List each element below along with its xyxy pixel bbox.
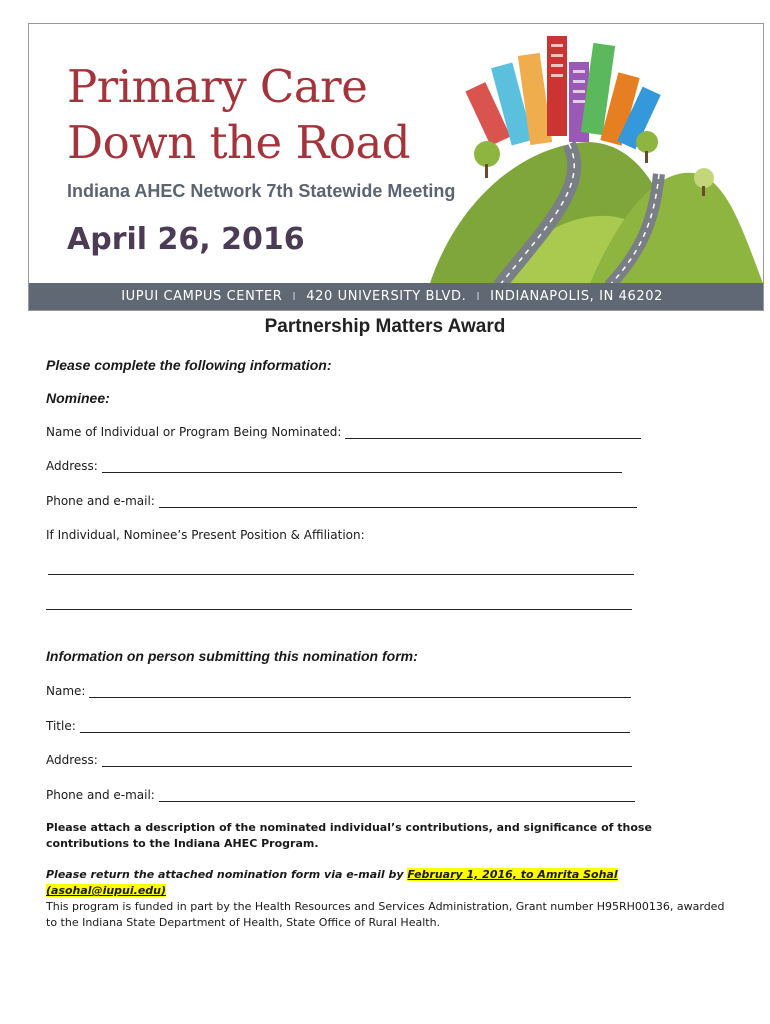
field-label: Phone and e-mail: xyxy=(46,788,155,802)
nominee-contact-field xyxy=(46,493,637,508)
field-label: Name of Individual or Program Being Nominated: xyxy=(46,425,342,439)
nominee-contact-line[interactable] xyxy=(159,493,637,508)
event-banner xyxy=(28,23,764,311)
banner-subtitle: Indiana AHEC Network 7th Statewide Meeting xyxy=(67,181,456,201)
submitter-heading: Information on person submitting this nomination form: xyxy=(46,648,418,664)
city-text: INDIANAPOLIS, IN 46202 xyxy=(490,289,663,304)
nominee-position-field xyxy=(46,528,365,542)
funding-note: This program is funded in part by the Health Resources and Services Administration, Grant number H95RH00136, awarded to the Indiana State Department of Health, State Office of Rural Health. xyxy=(46,900,725,929)
return-note xyxy=(46,867,726,899)
nominee-position-line-2[interactable] xyxy=(46,609,632,610)
field-label: Phone and e-mail: xyxy=(46,494,155,508)
field-label: Address: xyxy=(46,753,98,767)
submitter-title-field xyxy=(46,718,630,733)
nominee-heading: Nominee: xyxy=(46,390,110,406)
address-separator: I xyxy=(476,290,481,303)
field-label: Address: xyxy=(46,459,98,473)
venue-text: IUPUI CAMPUS CENTER xyxy=(121,289,283,304)
nominee-name-line[interactable] xyxy=(345,424,641,439)
address-separator: I xyxy=(292,290,297,303)
award-title: Partnership Matters Award xyxy=(264,316,506,337)
submitter-address-line[interactable] xyxy=(102,752,632,767)
nominee-address-field xyxy=(46,458,622,473)
event-date: April 26, 2016 xyxy=(67,222,305,257)
field-label: Title: xyxy=(46,719,76,733)
submitter-title-line[interactable] xyxy=(80,718,630,733)
street-text: 420 UNIVERSITY BLVD. xyxy=(306,289,467,304)
field-label: If Individual, Nominee’s Present Position & Affiliation: xyxy=(46,528,365,542)
submitter-name-line[interactable] xyxy=(89,683,631,698)
submitter-name-field xyxy=(46,683,631,698)
nominee-address-line[interactable] xyxy=(102,458,622,473)
deadline-highlight: February 1, 2016, to Amrita Sohal (asohal@iupui.edu) xyxy=(46,868,618,897)
submitter-address-field xyxy=(46,752,632,767)
attach-note: Please attach a description of the nominated individual’s contributions, and significance of those contributions to the Indiana AHEC Program. xyxy=(46,821,652,850)
field-label: Name: xyxy=(46,684,86,698)
nominee-position-line-1[interactable] xyxy=(48,574,634,575)
nominee-name-field xyxy=(46,424,641,439)
banner-title-line1: Primary Care xyxy=(67,60,368,113)
submitter-contact-field xyxy=(46,787,635,802)
address-bar xyxy=(29,283,763,310)
return-note-prefix: Please return the attached nomination form via e-mail by xyxy=(46,868,408,881)
banner-title-line2: Down the Road xyxy=(67,116,411,169)
submitter-contact-line[interactable] xyxy=(159,787,635,802)
instructions-heading: Please complete the following information: xyxy=(46,357,332,373)
